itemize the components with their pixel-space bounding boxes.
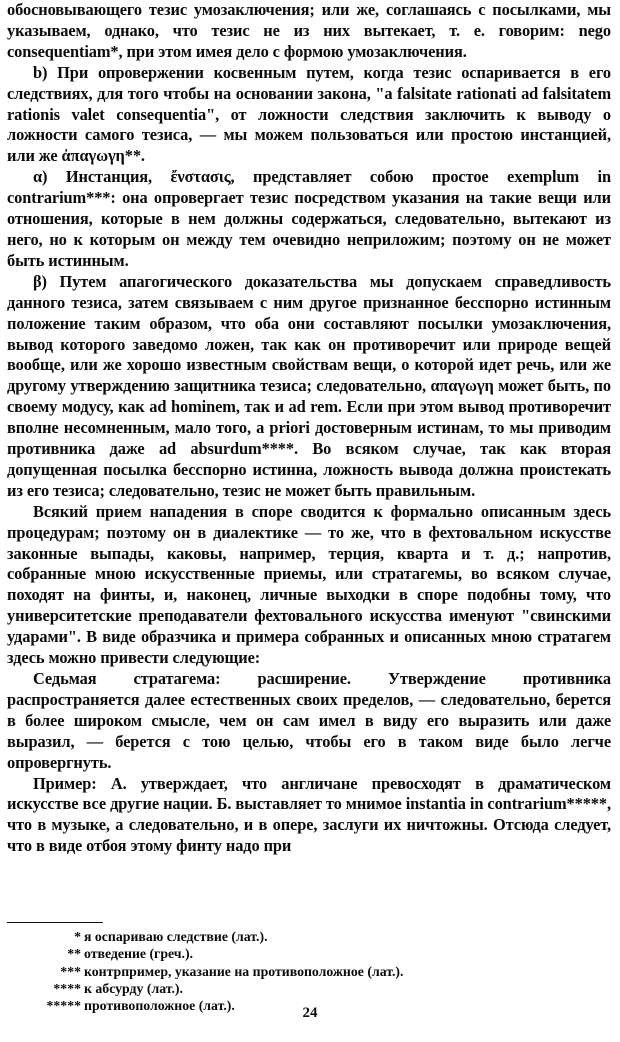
footnote-text: я оспариваю следствие (лат.). [84, 929, 268, 944]
page-number: 24 [302, 1005, 318, 1021]
footnote-text: контрпример, указание на противоположное (лат.). [84, 963, 404, 979]
footnote-text: противоположное (лат.). [84, 998, 235, 1014]
footnote-mark: * [74, 929, 81, 944]
footnote-mark: **** [53, 980, 81, 996]
paragraph-5: Всякий прием нападения в споре сводится к формально описанным здесь процедурам; поэтому он в диалектике — то же, что в фехтовальном искусстве законные выпады, каковы, например, терция, кварта и т. д.; напротив, собранные мною искусственные приемы, или стратагемы, во всяком случае, походят на финты, и, наконец, личные выходки в споре подобны тому, что университетские преподаватели фехтовального искусства именуют "свинскими ударами". В виде образчика и примера собранных и описанных мною стратагем здесь можно привести следующие: [7, 501, 611, 668]
main-text [7, 0, 611, 857]
footnote-mark: *** [60, 963, 81, 979]
paragraph-6: Седьмая стратагема: расширение. Утверждение противника распространяется далее естественных своих пределов, — следовательно, берется в более широком смысле, чем он сам имел в виду его выразить или даже выразил, — берется с тою целью, чтобы его в таком виде было легче опровергнуть. [7, 669, 611, 772]
paragraph-1: обосновывающего тезис умозаключения; или же, соглашаясь с посылками, мы указываем, однако, что тезис не из них вытекает, т. е. говорим: nego consequentiam*, при этом имея дело с формою умозаключения. [7, 0, 611, 61]
paragraph-4: β) Путем апагогического доказательства мы допускаем справедливость данного тезиса, затем связываем с ним другое признанное бесспорно истинным положение таким образом, что оба они составляют посылки умозаключения, вывод которого заведомо ложен, так как он противоречит или природе вещей вообще, или же хорошо известным свойствам вещи, о которой идет речь, или же другому утверждению защитника тезиса; следовательно, απαγωγη может быть, по своему модусу, как ad hominem, так и ad rem. Если при этом вывод противоречит вполне несомненным, мало того, a priori достоверным истинам, то мы приводим противника даже ad absurdum****. Во всяком случае, так как вторая допущенная посылка бесспорно истинна, ложность вывода должна проистекать из его тезиса; следовательно, тезис не может быть правильным. [7, 271, 611, 500]
footnote-mark: ** [67, 946, 81, 962]
paragraph-7: Пример: А. утверждает, что англичане превосходят в драматическом искусстве все другие нации. Б. выставляет то мнимое instantia in contrarium*****, что в музыке, а следовательно, и в опере, заслуги их ничтожны. Отсюда следует, что в виде отбоя этому финту надо при [7, 773, 611, 856]
footnote-text: к абсурду (лат.). [84, 980, 183, 996]
paragraph-2: b) При опровержении косвенным путем, когда тезис оспаривается в его следствиях, для того чтобы на основании закона, "a falsitate rationati ad falsitatem rationis valet consequentia", от ложности следствия заключить к выводу о ложности самого тезиса, — мы можем пользоваться или простою инстанцией, или же ἀπαγωγη**. [7, 62, 611, 166]
footnote-3 [28, 963, 588, 980]
footnote-text: отведение (греч.). [84, 946, 194, 962]
footnote-divider [7, 922, 103, 923]
footnotes [28, 928, 588, 1014]
footnote-2 [28, 945, 588, 962]
footnote-4 [28, 980, 588, 997]
paragraph-3: α) Инстанция, ἔνστασις, представляет собою простое exemplum in contrarium***: она опровергает тезис посредством указания на такие вещи или отношения, которые в нем должны содержаться, следовательно, вытекают из него, но к которым он между тем очевидно неприложим; поэтому он не может быть истинным. [7, 167, 611, 270]
footnote-1 [28, 928, 588, 945]
footnote-mark: ***** [46, 998, 81, 1014]
